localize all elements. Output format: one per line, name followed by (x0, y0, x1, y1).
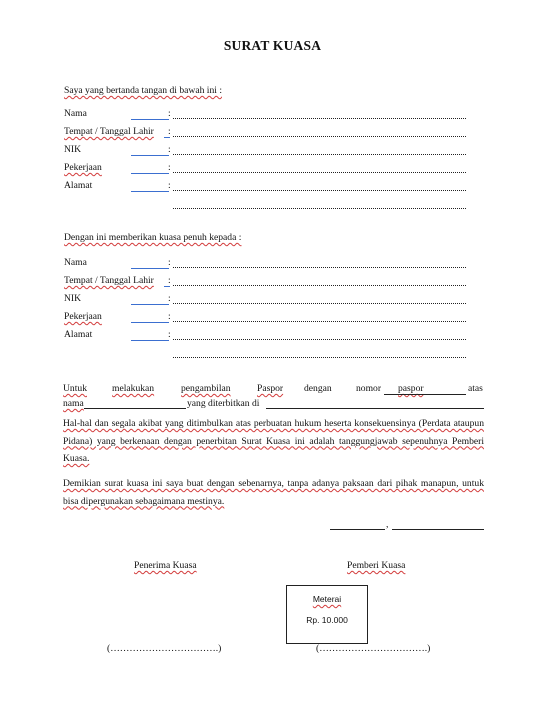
field-label-alamat: Alamat (64, 180, 93, 191)
blue-underline (131, 340, 169, 341)
colon: : (168, 180, 171, 191)
meterai-title: Meterai (312, 594, 342, 604)
fill-line-alamat[interactable] (173, 339, 466, 340)
colon: : (168, 329, 171, 340)
meterai-value: Rp. 10.000 (306, 615, 348, 625)
fill-line-alamat-2[interactable] (173, 208, 466, 209)
grant-text: Dengan ini memberikan kuasa penuh kepada : (64, 232, 242, 243)
issued-place-blank[interactable] (266, 408, 484, 409)
liability-paragraph: Hal-hal dan segala akibat yang ditimbulkan atas perbuatan hukum heserta konsekuensinya (Perdata ataupun Pidana) yang berkenaan dengan penerbitan Surat Kuasa ini adalah tanggungjawab sepenuhnya Pemberi Kuasa. (63, 418, 484, 464)
blue-underline (131, 268, 169, 269)
blue-underline (131, 191, 169, 192)
colon: : (168, 257, 171, 268)
purpose-word: atas (468, 383, 483, 394)
fill-line-nik[interactable] (173, 303, 466, 304)
date-comma: , (386, 519, 389, 530)
field-label-nama: Nama (64, 257, 87, 268)
purpose-word-nama: nama (63, 398, 84, 409)
purpose-word: dengan (304, 383, 332, 394)
giver-signature-blank[interactable]: (…………………………….) (316, 643, 431, 654)
fill-line-alamat-2[interactable] (173, 357, 466, 358)
intro-text: Saya yang bertanda tangan di bawah ini : (64, 85, 222, 96)
colon: : (168, 311, 171, 322)
date-blank[interactable] (392, 529, 484, 530)
blue-underline (131, 119, 169, 120)
blue-underline (131, 304, 169, 305)
blue-underline (164, 286, 170, 287)
field-label-pekerjaan: Pekerjaan (64, 311, 102, 322)
field-label-nik: NIK (64, 144, 82, 155)
field-label-alamat: Alamat (64, 329, 93, 340)
purpose-word: melakukan (112, 383, 155, 394)
purpose-word: Untuk (63, 383, 87, 394)
place-blank[interactable] (330, 529, 385, 530)
colon: : (168, 144, 171, 155)
blue-underline (164, 137, 170, 138)
fill-line-nama[interactable] (173, 118, 466, 119)
purpose-word: paspor (398, 383, 424, 394)
fill-line-alamat[interactable] (173, 190, 466, 191)
receiver-signature-blank[interactable]: (…………………………….) (107, 643, 222, 654)
blue-underline (131, 155, 169, 156)
fill-line-pekerjaan[interactable] (173, 321, 466, 322)
fill-line-ttl[interactable] (173, 136, 466, 137)
giver-label: Pemberi Kuasa (347, 560, 406, 571)
colon: : (168, 275, 171, 286)
closing-paragraph: Demikian surat kuasa ini saya buat dengan sebenarnya, tanpa adanya paksaan dari pihak manapun, untuk bisa dipergunakan sebagaimana mestinya. (63, 478, 484, 507)
name-blank[interactable] (84, 408, 186, 409)
passport-number-blank[interactable] (384, 394, 466, 395)
blue-underline (131, 173, 169, 174)
purpose-issued: yang diterbitkan di (187, 398, 260, 409)
purpose-word: pengambilan (181, 383, 231, 394)
receiver-label: Penerima Kuasa (134, 560, 197, 571)
colon: : (168, 293, 171, 304)
field-label-pekerjaan: Pekerjaan (64, 162, 102, 173)
colon: : (168, 162, 171, 173)
field-label-ttl: Tempat / Tanggal Lahir (64, 275, 154, 286)
fill-line-ttl[interactable] (173, 285, 466, 286)
purpose-word: nomor (356, 383, 382, 394)
field-label-nik: NIK (64, 293, 82, 304)
colon: : (168, 108, 171, 119)
document-title: SURAT KUASA (223, 38, 322, 53)
colon: : (168, 126, 171, 137)
field-label-nama: Nama (64, 108, 87, 119)
blue-underline (131, 322, 169, 323)
purpose-word: Paspor (257, 383, 284, 394)
fill-line-pekerjaan[interactable] (173, 172, 466, 173)
field-label-ttl: Tempat / Tanggal Lahir (64, 126, 154, 137)
fill-line-nama[interactable] (173, 267, 466, 268)
fill-line-nik[interactable] (173, 154, 466, 155)
